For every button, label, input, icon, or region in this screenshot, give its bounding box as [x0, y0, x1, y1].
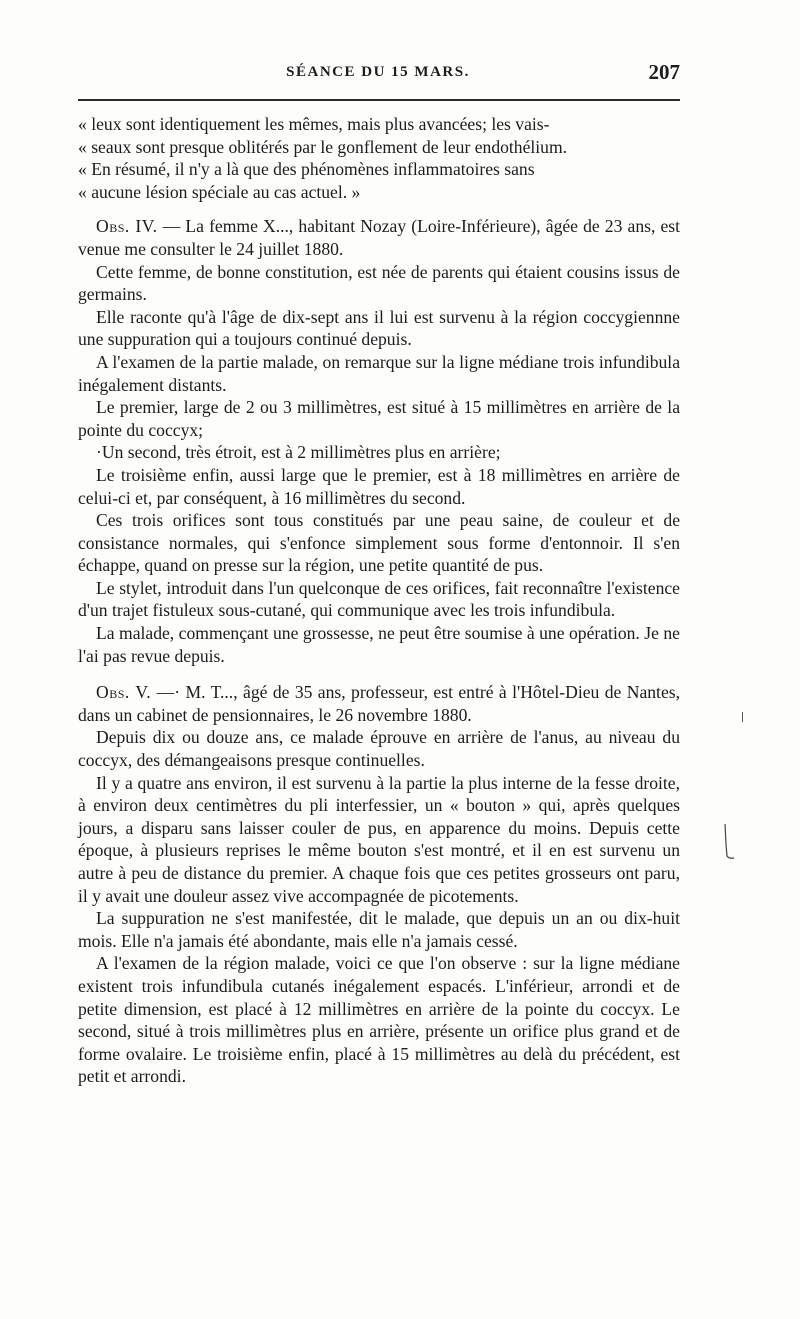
- header-rule: [78, 99, 680, 101]
- paragraph: Il y a quatre ans environ, il est survenu à la partie la plus interne de la fesse droite, à environ deux centimètres du pli interfessier, un « bouton » qui, après quelques jours, a disparu sans laisser couler de pus, en apparence du moins. Depuis cette époque, à plusieurs reprises le même bouton s'est montré, et il en est survenu un autre à peu de distance du premier. A chaque fois que ces petites grosseurs ont paru, il y avait une douleur assez vive accompagnée de picotements.: [78, 772, 680, 906]
- paragraph: A l'examen de la partie malade, on remarque sur la ligne médiane trois infundibula inégalement distants.: [78, 351, 680, 395]
- observation-label: Obs. V.: [96, 682, 152, 703]
- observation-label: Obs. IV.: [96, 216, 158, 237]
- observation-intro-text: — La femme X..., habitant Nozay (Loire-Inférieure), âgée de 23 ans, est venue me consulter le 24 juillet 1880.: [78, 216, 681, 259]
- quote-line: « aucune lésion spéciale au cas actuel. »: [78, 181, 361, 202]
- observation-intro-text: —· M. T..., âgé de 35 ans, professeur, est entré à l'Hôtel-Dieu de Nantes, dans un cabinet de pensionnaires, le 26 novembre 1880.: [78, 682, 680, 725]
- paragraph: A l'examen de la région malade, voici ce que l'on observe : sur la ligne médiane existent trois infundibula cutanés inégalement espacés. L'inférieur, arrondi et de petite dimension, est placé à 12 millimètres en arrière de la pointe du coccyx. Le second, situé à trois millimètres plus en arrière, présente un orifice plus grand et de forme ovalaire. Le troisième enfin, placé à 15 millimètres au delà du précédent, est petit et arrondi.: [78, 953, 680, 1087]
- paragraph: Le troisième enfin, aussi large que le premier, est à 18 millimètres en arrière de celui-ci et, par conséquent, à 16 millimètres du second.: [78, 464, 680, 508]
- paragraph: Ces trois orifices sont tous constitués par une peau saine, de couleur et de consistance normales, qui s'enfonce simplement sous forme d'entonnoir. Il s'en échappe, quand on presse sur la région, une petite quantité de pus.: [78, 510, 680, 576]
- running-head: [76, 60, 680, 90]
- paragraph: Elle raconte qu'à l'âge de dix-sept ans il lui est survenu à la région coccygiennne une suppuration qui a toujours continué depuis.: [78, 306, 680, 350]
- running-title: SÉANCE DU 15 MARS.: [286, 64, 470, 80]
- quote-line: « leux sont identiquement les mêmes, mais plus avancées; les vais-: [78, 114, 550, 134]
- paragraph: Le premier, large de 2 ou 3 millimètres, est situé à 15 millimètres en arrière de la pointe du coccyx;: [78, 397, 680, 440]
- observation-intro: [78, 681, 680, 726]
- margin-tick-mark: [741, 712, 744, 722]
- paragraph: La suppuration ne s'est manifestée, dit le malade, que depuis un an ou dix-huit mois. Elle n'a jamais été abondante, mais elle n'a jamais cessé.: [78, 908, 680, 951]
- observation-v: [78, 681, 680, 1088]
- quote-line: « En résumé, il n'y a là que des phénomènes inflammatoires sans: [78, 159, 535, 180]
- body-text: [78, 113, 680, 1088]
- observation-intro: [78, 215, 680, 260]
- page-number: 207: [648, 60, 680, 84]
- quoted-passage: [78, 113, 680, 203]
- paragraph: Cette femme, de bonne constitution, est née de parents qui étaient cousins issus de germains.: [78, 261, 680, 305]
- observation-iv: [78, 215, 680, 667]
- paragraph: La malade, commençant une grossesse, ne peut être soumise à une opération. Je ne l'ai pas revue depuis.: [78, 623, 680, 666]
- margin-pencil-mark: [722, 822, 736, 862]
- paragraph: Depuis dix ou douze ans, ce malade éprouve en arrière de l'anus, au niveau du coccyx, des démangeaisons presque continuelles.: [78, 727, 680, 771]
- paragraph: ·Un second, très étroit, est à 2 millimètres plus en arrière;: [96, 442, 501, 463]
- paragraph: Le stylet, introduit dans l'un quelconque de ces orifices, fait reconnaître l'existence d'un trajet fistuleux sous-cutané, qui communique avec les trois infundibula.: [78, 577, 680, 621]
- quote-line: « seaux sont presque oblitérés par le gonflement de leur endothélium.: [78, 136, 568, 157]
